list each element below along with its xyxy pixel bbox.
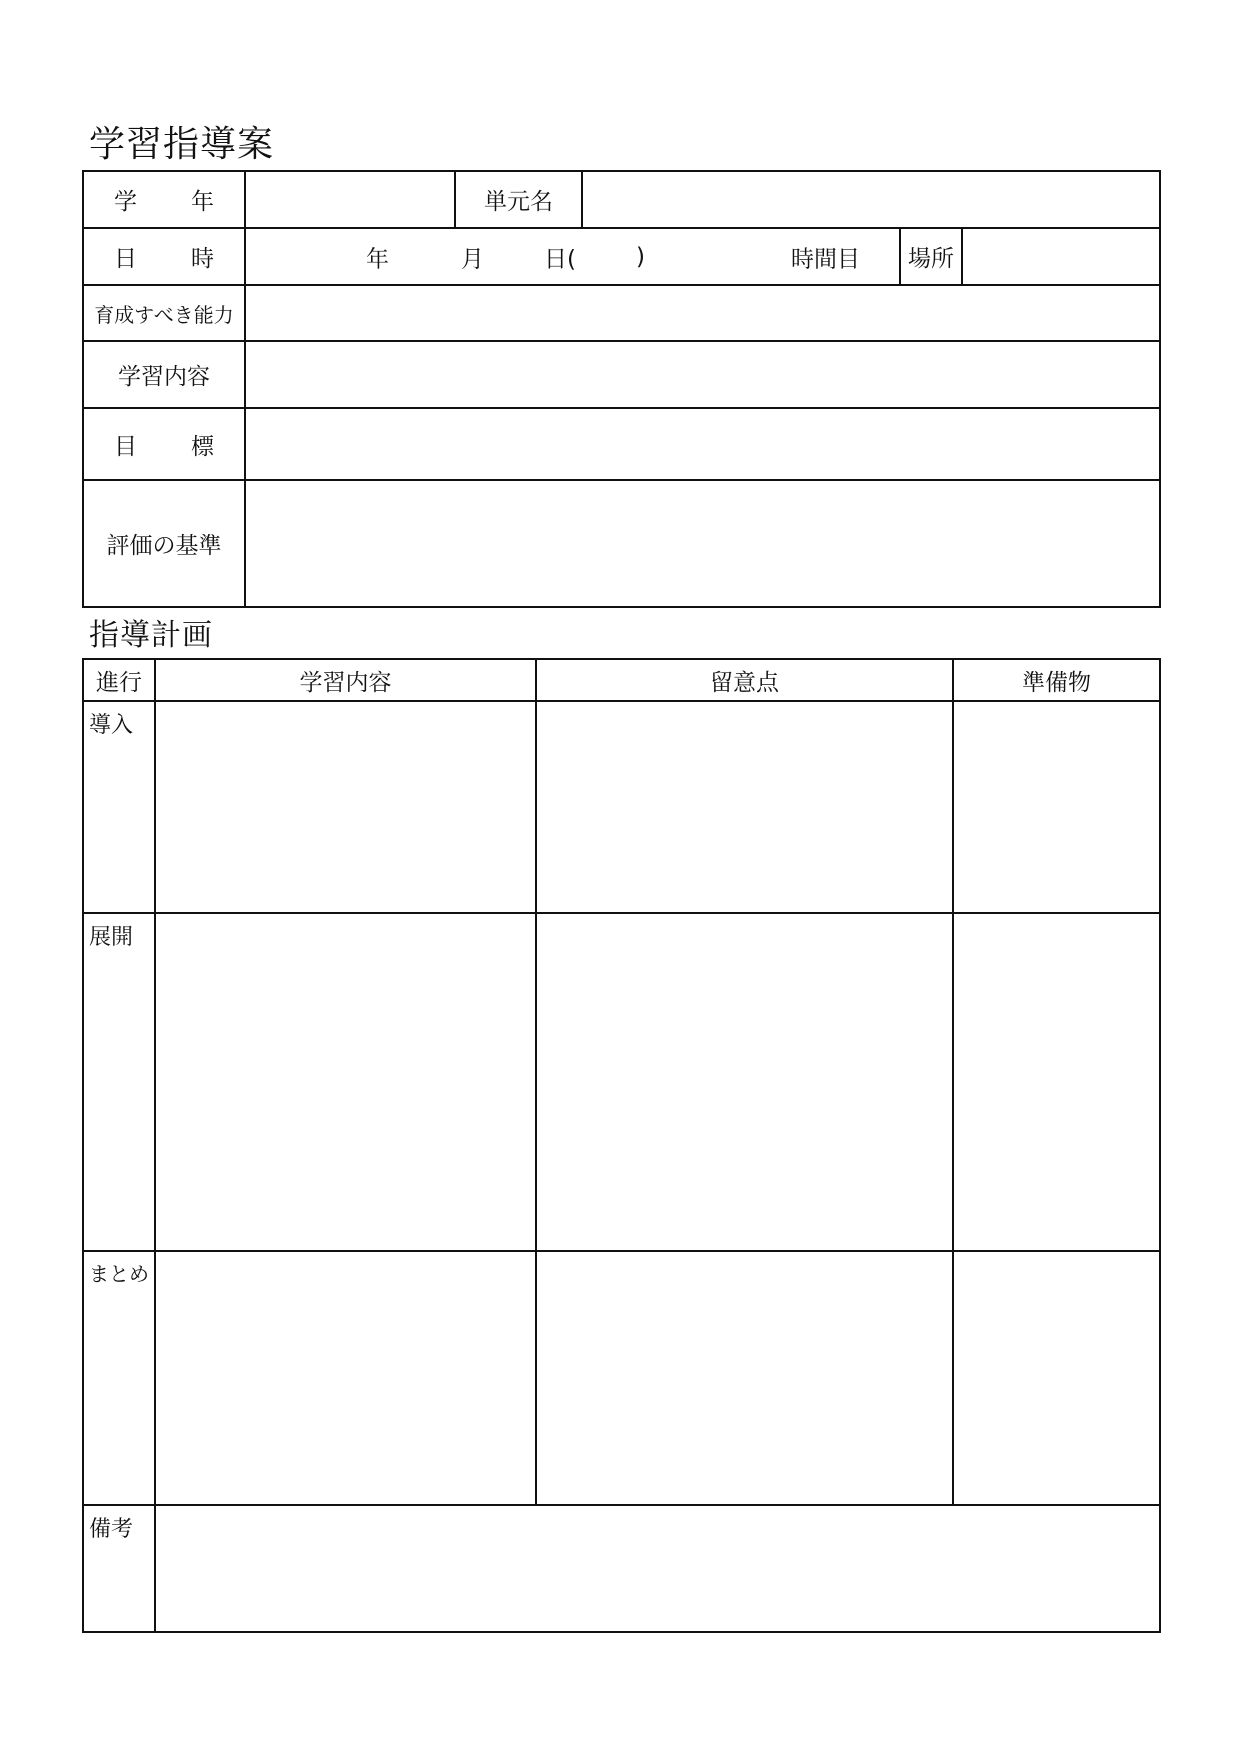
unit-field[interactable] [582, 171, 1160, 228]
development-points-field[interactable] [536, 913, 953, 1251]
goal-label-cell [83, 408, 245, 480]
remarks-label: 備考 [83, 1505, 155, 1632]
development-content-field[interactable] [155, 913, 536, 1251]
header-notes-points: 留意点 [536, 659, 953, 701]
lesson-info-table [82, 170, 1161, 608]
grade-label-part2: 年 [191, 189, 214, 215]
date-close-paren: ) [636, 243, 645, 270]
development-materials-field[interactable] [953, 913, 1160, 1251]
date-label-part2: 時 [191, 246, 214, 272]
stage-intro-label: 導入 [83, 701, 155, 913]
summary-points-field[interactable] [536, 1251, 953, 1505]
criteria-field[interactable] [245, 480, 1160, 607]
date-label-part1: 日 [114, 246, 137, 272]
ability-label: 育成すべき能力 [83, 285, 245, 341]
content-field[interactable] [245, 341, 1160, 408]
date-month-label: 月 [461, 246, 484, 272]
grade-label-cell [83, 171, 245, 228]
ability-field[interactable] [245, 285, 1160, 341]
period-label: 時間目 [791, 246, 860, 272]
date-day-label: 日( [544, 246, 576, 272]
page-title: 学習指導案 [89, 124, 275, 165]
plan-title: 指導計画 [89, 618, 213, 653]
remarks-field[interactable] [155, 1505, 1160, 1632]
intro-points-field[interactable] [536, 701, 953, 913]
stage-summary-label: まとめ [83, 1251, 155, 1505]
intro-materials-field[interactable] [953, 701, 1160, 913]
date-field[interactable] [245, 228, 900, 285]
date-label-cell [83, 228, 245, 285]
grade-field[interactable] [245, 171, 455, 228]
content-label: 学習内容 [83, 341, 245, 408]
goal-field[interactable] [245, 408, 1160, 480]
goal-label-part1: 目 [114, 433, 137, 460]
teaching-plan-table [82, 658, 1161, 1633]
header-materials: 準備物 [953, 659, 1160, 701]
criteria-label: 評価の基準 [83, 480, 245, 607]
summary-content-field[interactable] [155, 1251, 536, 1505]
header-content: 学習内容 [155, 659, 536, 701]
summary-materials-field[interactable] [953, 1251, 1160, 1505]
stage-development-label: 展開 [83, 913, 155, 1251]
header-progress: 進行 [83, 659, 155, 701]
unit-label: 単元名 [455, 171, 582, 228]
place-field[interactable] [962, 228, 1160, 285]
grade-label-part1: 学 [114, 189, 137, 215]
place-label: 場所 [900, 228, 962, 285]
intro-content-field[interactable] [155, 701, 536, 913]
goal-label-part2: 標 [191, 433, 214, 460]
date-year-label: 年 [366, 246, 389, 272]
